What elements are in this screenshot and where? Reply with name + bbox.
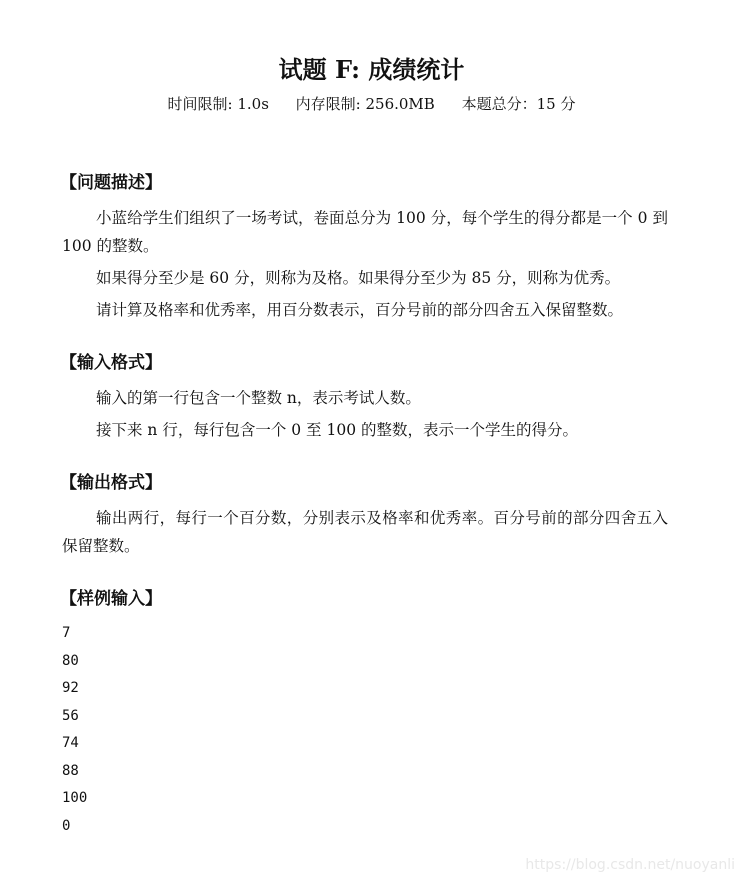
section-description bbox=[62, 168, 668, 324]
problem-content bbox=[62, 168, 668, 840]
code-line: 74 bbox=[62, 735, 79, 751]
section-output-format bbox=[62, 468, 668, 560]
memory-limit: 内存限制: 256.0MB bbox=[295, 95, 435, 113]
code-line: 7 bbox=[62, 625, 71, 641]
watermark: https://blog.csdn.net/nuoyanli bbox=[525, 857, 735, 873]
code-line: 100 bbox=[62, 790, 88, 806]
time-limit: 时间限制: 1.0s bbox=[167, 95, 269, 113]
section-heading: 【输出格式】 bbox=[60, 473, 162, 493]
section-heading: 【问题描述】 bbox=[60, 173, 162, 193]
paragraph: 如果得分至少是 60 分，则称为及格。如果得分至少为 85 分，则称为优秀。 bbox=[96, 269, 621, 287]
section-heading: 【样例输入】 bbox=[60, 589, 162, 609]
paragraph: 小蓝给学生们组织了一场考试，卷面总分为 100 分，每个学生的得分都是一个 0 到 100 的整数。 bbox=[62, 209, 668, 255]
paragraph: 输出两行，每行一个百分数，分别表示及格率和优秀率。百分号前的部分四舍五入保留整数。 bbox=[62, 509, 668, 555]
total-score: 本题总分：15 分 bbox=[461, 95, 576, 113]
code-line: 0 bbox=[62, 817, 71, 834]
section-heading: 【输入格式】 bbox=[60, 353, 162, 373]
paragraph: 接下来 n 行，每行包含一个 0 至 100 的整数，表示一个学生的得分。 bbox=[96, 421, 578, 439]
code-line: 92 bbox=[62, 680, 79, 696]
code-line: 56 bbox=[62, 707, 79, 724]
problem-title: 试题 F: 成绩统计 bbox=[278, 55, 465, 84]
paragraph: 输入的第一行包含一个整数 n，表示考试人数。 bbox=[96, 389, 421, 407]
section-input-format bbox=[62, 348, 668, 444]
section-sample-input bbox=[62, 584, 668, 840]
problem-limits bbox=[0, 93, 743, 114]
code-line: 88 bbox=[62, 762, 79, 779]
paragraph: 请计算及格率和优秀率，用百分数表示，百分号前的部分四舍五入保留整数。 bbox=[96, 301, 624, 319]
sample-input-code bbox=[62, 620, 668, 840]
code-line: 80 bbox=[62, 652, 79, 669]
